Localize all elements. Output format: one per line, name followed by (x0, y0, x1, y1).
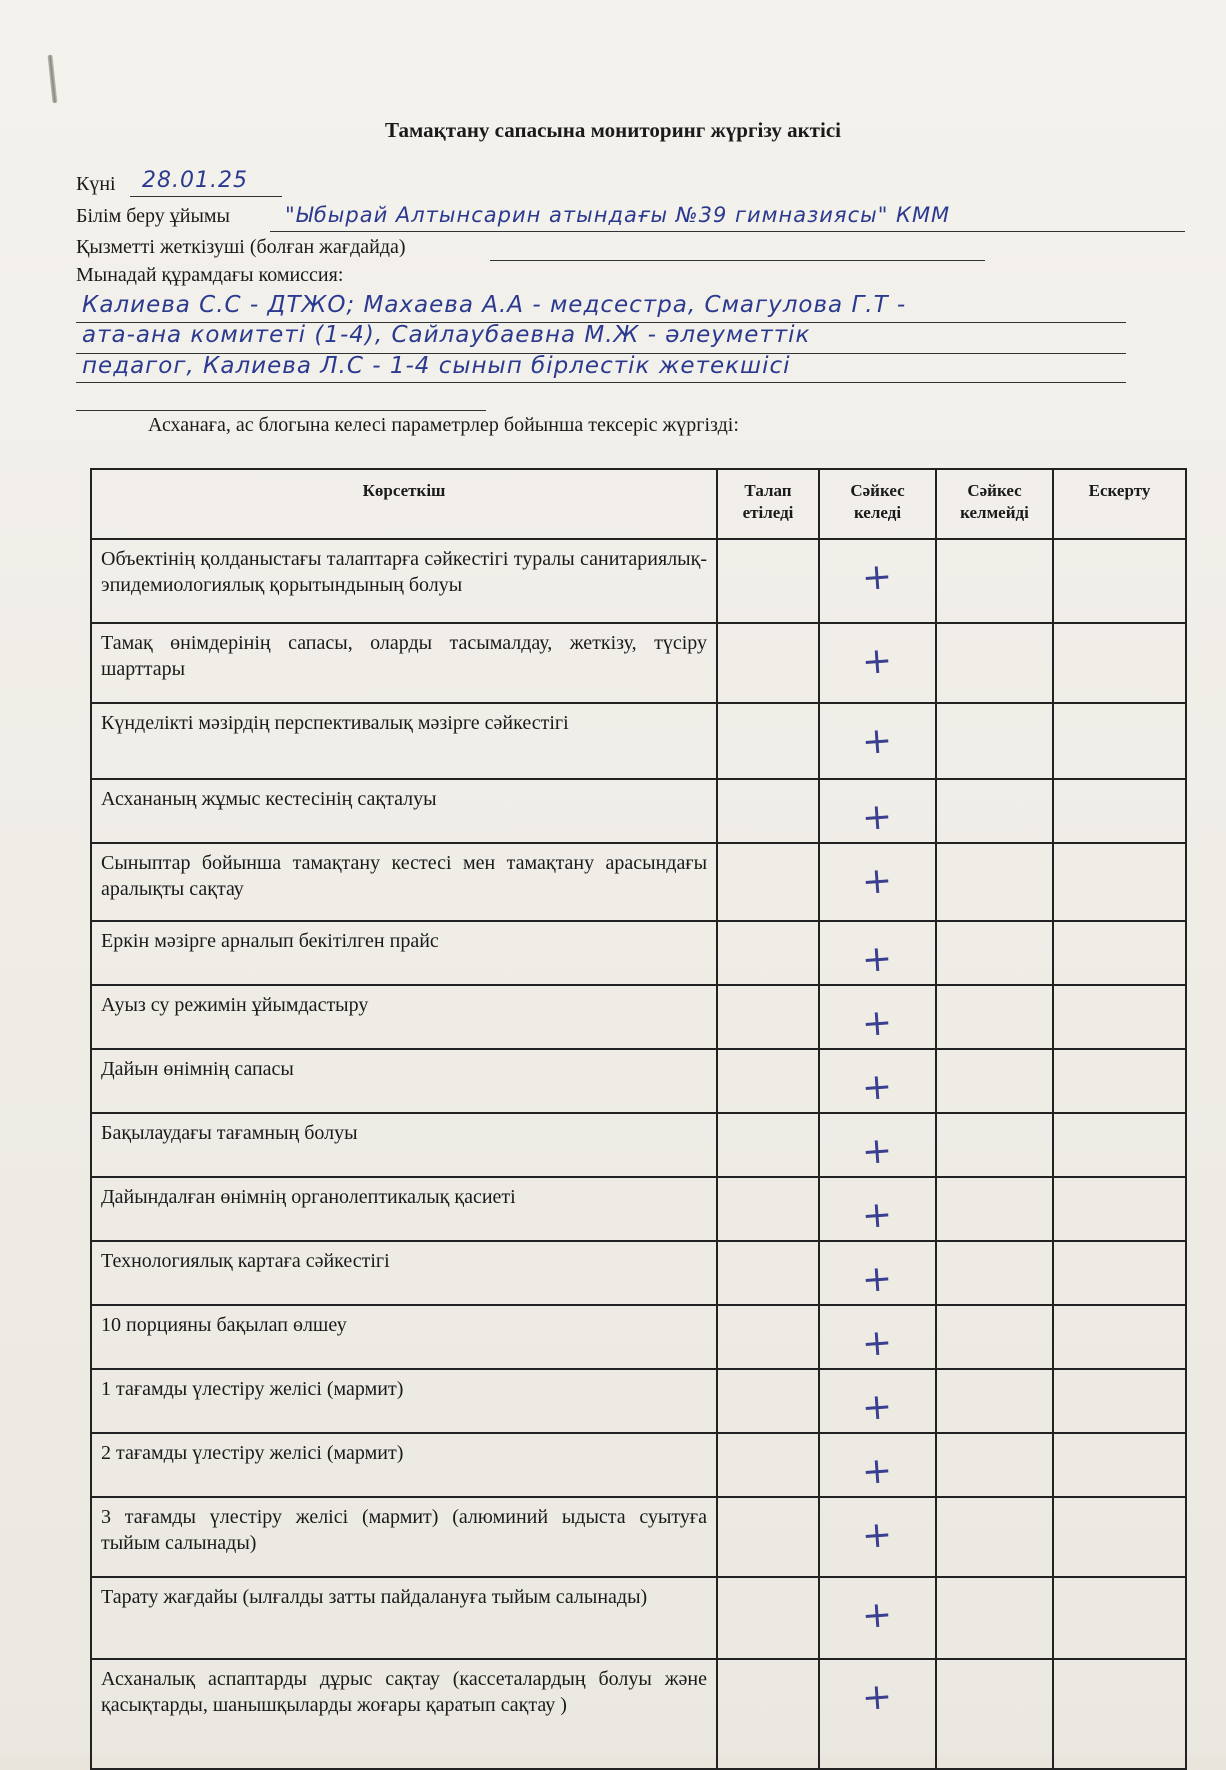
required-cell (717, 1497, 819, 1577)
noncompliant-cell (936, 703, 1053, 779)
table-row (91, 1369, 1186, 1433)
table-row (91, 843, 1186, 921)
note-cell (1053, 843, 1186, 921)
indicator-cell: 3 тағамды үлестіру желісі (мармит) (алюминий ыдыста суытуға тыйым салынады) (91, 1497, 717, 1577)
plus-mark-icon: + (860, 859, 894, 904)
indicator-cell: Сыныптар бойынша тамақтану кестесі мен тамақтану арасындағы аралықты сақтау (91, 843, 717, 921)
plus-mark-icon: + (860, 1385, 894, 1430)
table-row (91, 539, 1186, 623)
date-value: 28.01.25 (142, 168, 248, 193)
compliant-cell (819, 1113, 936, 1177)
required-cell (717, 843, 819, 921)
plus-mark-icon: + (860, 1129, 894, 1174)
indicator-cell: Дайындалған өнімнің органолептикалық қасиеті (91, 1177, 717, 1241)
document-title: Тамақтану сапасына мониторинг жүргізу актісі (385, 118, 841, 142)
table-row (91, 921, 1186, 985)
plus-mark-icon: + (860, 1065, 894, 1110)
commission-field (76, 264, 343, 287)
noncompliant-cell (936, 623, 1053, 703)
plus-mark-icon: + (860, 1321, 894, 1366)
noncompliant-cell (936, 779, 1053, 843)
header-compliant: Сәйкес келеді (819, 469, 936, 539)
noncompliant-cell (936, 1113, 1053, 1177)
required-cell (717, 921, 819, 985)
compliant-cell (819, 1241, 936, 1305)
note-cell (1053, 1241, 1186, 1305)
compliant-cell (819, 1659, 936, 1769)
organization-field (76, 205, 230, 228)
indicator-cell: Ауыз су режимін ұйымдастыру (91, 985, 717, 1049)
table-row (91, 1433, 1186, 1497)
indicator-cell: 1 тағамды үлестіру желісі (мармит) (91, 1369, 717, 1433)
indicator-cell: Еркін мәзірге арналып бекітілген прайс (91, 921, 717, 985)
table-row (91, 703, 1186, 779)
note-cell (1053, 921, 1186, 985)
indicator-cell: Тарату жағдайы (ылғалды затты пайдалануға тыйым салынады) (91, 1577, 717, 1659)
table-row (91, 623, 1186, 703)
required-cell (717, 1241, 819, 1305)
plus-mark-icon: + (860, 555, 894, 600)
required-cell (717, 1577, 819, 1659)
plus-mark-icon: + (860, 795, 894, 840)
table-row (91, 779, 1186, 843)
indicator-cell: Технологиялық картаға сәйкестігі (91, 1241, 717, 1305)
table-row (91, 1497, 1186, 1577)
required-cell (717, 779, 819, 843)
required-cell (717, 1113, 819, 1177)
header-noncompliant: Сәйкес келмейді (936, 469, 1053, 539)
provider-field (76, 236, 406, 259)
compliant-cell (819, 1577, 936, 1659)
table-row (91, 1305, 1186, 1369)
compliant-cell (819, 1497, 936, 1577)
note-cell (1053, 779, 1186, 843)
indicator-cell: Объектінің қолданыстағы талаптарға сәйкестігі туралы санитариялық-эпидемиологиялық қорытындының болуы (91, 539, 717, 623)
organization-underline (270, 231, 1185, 232)
table-row (91, 1659, 1186, 1769)
noncompliant-cell (936, 1659, 1053, 1769)
provider-label: Қызметті жеткізуші (болған жағдайда) (76, 236, 406, 258)
plus-mark-icon: + (860, 1675, 894, 1720)
table-row (91, 1049, 1186, 1113)
indicator-cell: 10 порцияны бақылап өлшеу (91, 1305, 717, 1369)
compliant-cell (819, 623, 936, 703)
plus-mark-icon: + (860, 1513, 894, 1558)
indicator-cell: Бақылаудағы тағамның болуы (91, 1113, 717, 1177)
required-cell (717, 985, 819, 1049)
checklist-table (90, 468, 1187, 1770)
note-cell (1053, 1369, 1186, 1433)
commission-label: Мынадай құрамдағы комиссия: (76, 264, 344, 286)
note-cell (1053, 623, 1186, 703)
compliant-cell (819, 1049, 936, 1113)
indicator-cell: Асханалық аспаптарды дұрыс сақтау (кассеталардың болуы және қасықтарды, шанышқыларды жоғары қаратып сақтау ) (91, 1659, 717, 1769)
plus-mark-icon: + (860, 1593, 894, 1638)
commission-text-1: Калиева С.С - ДТЖО; Махаева А.А - медсестра, Смагулова Г.Т - (82, 292, 907, 318)
required-cell (717, 623, 819, 703)
noncompliant-cell (936, 1241, 1053, 1305)
required-cell (717, 539, 819, 623)
noncompliant-cell (936, 1305, 1053, 1369)
note-cell (1053, 1659, 1186, 1769)
required-cell (717, 1177, 819, 1241)
staple (48, 55, 58, 103)
plus-mark-icon: + (860, 639, 894, 684)
table-header-row (91, 469, 1186, 539)
compliant-cell (819, 1177, 936, 1241)
organization-label: Білім беру ұйымы (76, 205, 230, 227)
compliant-cell (819, 703, 936, 779)
indicator-cell: Тамақ өнімдерінің сапасы, оларды тасымалдау, жеткізу, түсіру шарттары (91, 623, 717, 703)
note-cell (1053, 1497, 1186, 1577)
commission-text-3: педагог, Калиева Л.С - 1-4 сынып бірлестік жетекшісі (82, 353, 791, 379)
note-cell (1053, 985, 1186, 1049)
date-underline (130, 196, 282, 197)
indicator-cell: Асхананың жұмыс кестесінің сақталуы (91, 779, 717, 843)
indicator-cell: Күнделікті мәзірдің перспективалық мәзірге сәйкестігі (91, 703, 717, 779)
noncompliant-cell (936, 985, 1053, 1049)
noncompliant-cell (936, 843, 1053, 921)
compliant-cell (819, 843, 936, 921)
noncompliant-cell (936, 539, 1053, 623)
compliant-cell (819, 985, 936, 1049)
table-row (91, 1577, 1186, 1659)
table-row (91, 985, 1186, 1049)
required-cell (717, 703, 819, 779)
table-row (91, 1177, 1186, 1241)
compliant-cell (819, 1305, 936, 1369)
intro-text: Асханаға, ас блогына келесі параметрлер бойынша тексеріс жүргізді: (148, 414, 739, 436)
required-cell (717, 1049, 819, 1113)
note-cell (1053, 703, 1186, 779)
compliant-cell (819, 1369, 936, 1433)
date-label: Күні (76, 173, 116, 195)
note-cell (1053, 1177, 1186, 1241)
note-cell (1053, 1577, 1186, 1659)
noncompliant-cell (936, 1049, 1053, 1113)
compliant-cell (819, 539, 936, 623)
commission-line-4 (76, 410, 486, 411)
plus-mark-icon: + (860, 1257, 894, 1302)
noncompliant-cell (936, 1369, 1053, 1433)
indicator-cell: 2 тағамды үлестіру желісі (мармит) (91, 1433, 717, 1497)
required-cell (717, 1659, 819, 1769)
plus-mark-icon: + (860, 1193, 894, 1238)
commission-text-2: ата-ана комитеті (1-4), Сайлаубаевна М.Ж - әлеуметтік (82, 322, 811, 348)
organization-value: "Ыбырай Алтынсарин атындағы №39 гимназиясы" КММ (285, 203, 951, 227)
noncompliant-cell (936, 1497, 1053, 1577)
plus-mark-icon: + (860, 937, 894, 982)
commission-line-3 (76, 382, 1126, 383)
compliant-cell (819, 779, 936, 843)
table-row (91, 1113, 1186, 1177)
header-note: Ескерту (1053, 469, 1186, 539)
plus-mark-icon: + (860, 1449, 894, 1494)
noncompliant-cell (936, 921, 1053, 985)
note-cell (1053, 1113, 1186, 1177)
note-cell (1053, 1049, 1186, 1113)
compliant-cell (819, 1433, 936, 1497)
noncompliant-cell (936, 1433, 1053, 1497)
plus-mark-icon: + (860, 719, 894, 764)
table-row (91, 1241, 1186, 1305)
noncompliant-cell (936, 1177, 1053, 1241)
note-cell (1053, 1305, 1186, 1369)
noncompliant-cell (936, 1577, 1053, 1659)
date-field (76, 173, 116, 196)
required-cell (717, 1305, 819, 1369)
plus-mark-icon: + (860, 1001, 894, 1046)
compliant-cell (819, 921, 936, 985)
note-cell (1053, 1433, 1186, 1497)
indicator-cell: Дайын өнімнің сапасы (91, 1049, 717, 1113)
header-indicator: Көрсеткіш (91, 469, 717, 539)
provider-underline (490, 260, 985, 261)
header-required: Талап етіледі (717, 469, 819, 539)
note-cell (1053, 539, 1186, 623)
required-cell (717, 1369, 819, 1433)
required-cell (717, 1433, 819, 1497)
